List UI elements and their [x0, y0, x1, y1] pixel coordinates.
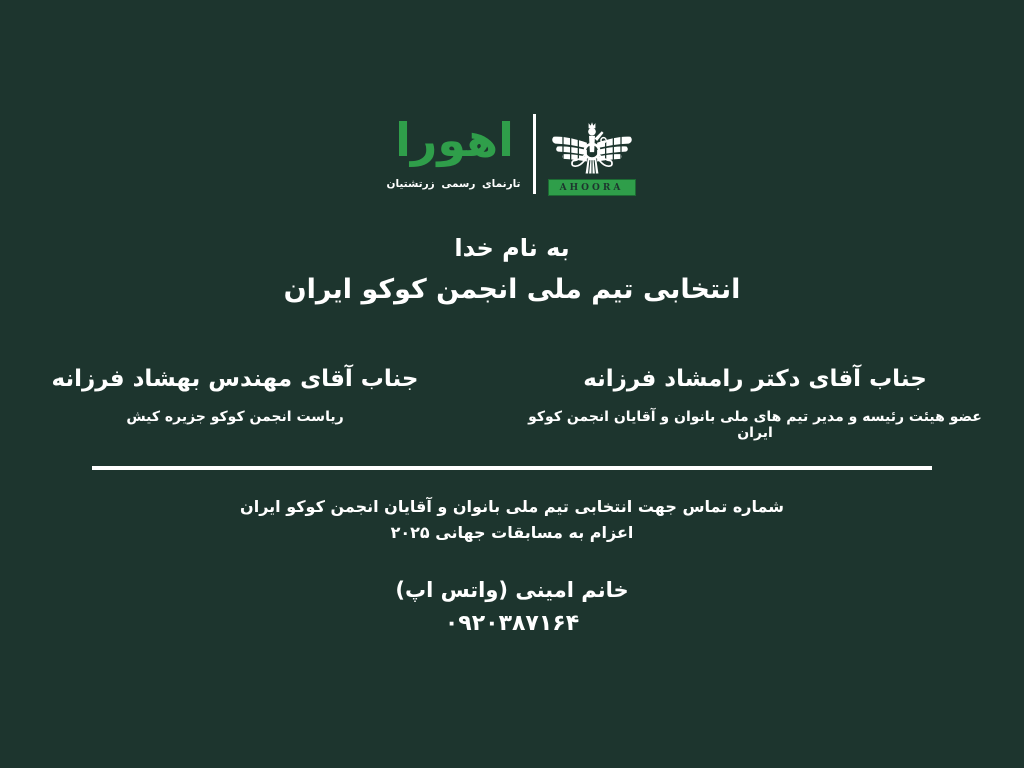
official-role: عضو هیئت رئیسه و مدیر تیم های ملی بانوان و آقایان انجمن کوکو ایران: [528, 409, 982, 441]
logo-tagline: تارنمای رسمی زرتشتیان: [386, 178, 521, 190]
contact-line1: شماره تماس جهت انتخابی تیم ملی بانوان و آقایان انجمن کوکو ایران: [240, 497, 784, 516]
official-role: ریاست انجمن کوکو جزیره کیش: [126, 409, 344, 425]
faravahar-icon: [548, 112, 636, 176]
logo-brand-text: AHOORA: [559, 182, 624, 193]
page-title: انتخابی تیم ملی انجمن کوکو ایران: [283, 274, 741, 305]
logo-wordmark: اهورا: [395, 113, 514, 167]
contact-person: خانم امینی (واتس اپ): [395, 578, 629, 602]
horizontal-divider: [92, 466, 932, 470]
official-name: جناب آقای مهندس بهشاد فرزانه: [51, 366, 419, 392]
contact-phone: ۰۹۲۰۳۸۷۱۶۴: [444, 611, 580, 636]
invocation-line: به نام خدا: [454, 234, 570, 262]
ahoora-logo: [0, 112, 1024, 196]
official-left: [40, 366, 430, 425]
logo-divider: [533, 114, 536, 194]
logo-symbol-block: [548, 112, 636, 196]
official-right: [525, 366, 985, 441]
official-name: جناب آقای دکتر رامشاد فرزانه: [583, 366, 927, 392]
logo-text-block: [386, 112, 521, 190]
logo-brand-badge: [548, 179, 636, 196]
contact-line2: اعزام به مسابقات جهانی ۲۰۲۵: [390, 523, 634, 542]
